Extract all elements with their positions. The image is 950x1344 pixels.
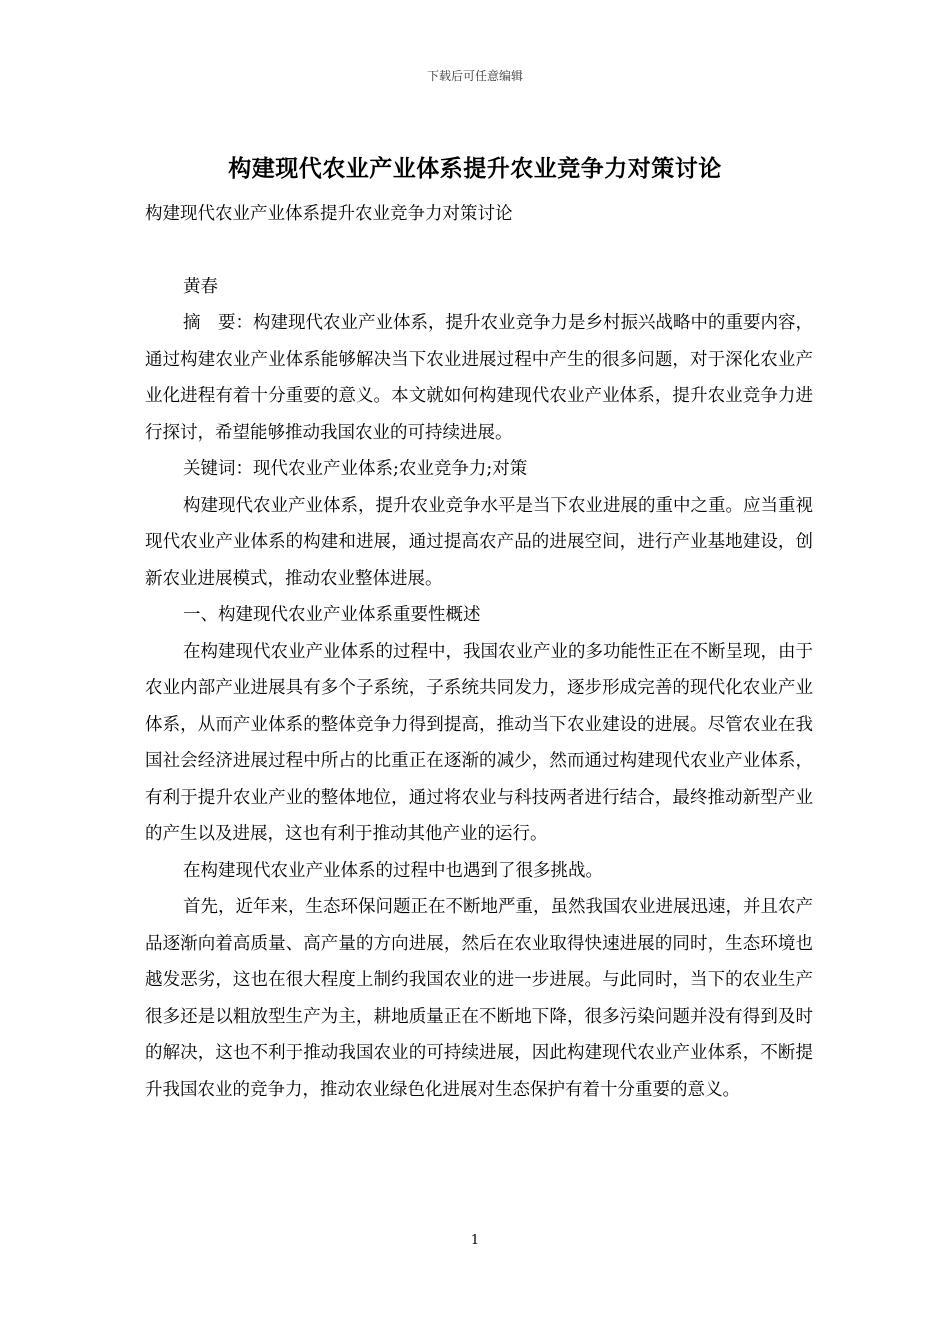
blank-line (145, 233, 813, 269)
section-heading: 一、构建现代农业产业体系重要性概述 (183, 605, 481, 625)
body-paragraph: 构建现代农业产业体系，提升农业竞争水平是当下农业进展的重中之重。应当重视现代农业产业体系的构建和进展，通过提高农产品的进展空间，进行产业基地建设，创新农业进展模式，推动农业整体进展。 (145, 495, 813, 589)
body-paragraph: 在构建现代农业产业体系的过程中也遇到了很多挑战。 (183, 860, 603, 881)
abstract-paragraph: 摘 要：构建现代农业产业体系，提升农业竞争力是乡村振兴战略中的重要内容，通过构建农业产业体系能够解决当下农业进展过程中产生的很多问题，对于深化农业产业化进程有着十分重要的意义。本文就如何构建现代农业产业体系，提升农业竞争力进行探讨，希望能够推动我国农业的可持续进展。 (145, 313, 813, 443)
body-paragraph: 在构建现代农业产业体系的过程中，我国农业产业的多功能性正在不断呈现，由于农业内部产业进展具有多个子系统，子系统共同发力，逐步形成完善的现代化农业产业体系，从而产业体系的整体竞争力得到提高，推动当下农业建设的进展。尽管农业在我国社会经济进展过程中所占的比重正在逐渐的减少，然而通过构建现代农业产业体系，有利于提升农业产业的整体地位，通过将农业与科技两者进行结合，最终推动新型产业的产生以及进展，这也有利于推动其他产业的运行。 (145, 641, 813, 844)
page-number: 1 (470, 1233, 480, 1248)
document-subtitle: 构建现代农业产业体系提升农业竞争力对策讨论 (145, 204, 513, 224)
author-name: 黄春 (183, 276, 218, 297)
document-body (145, 196, 813, 1108)
document-title: 构建现代农业产业体系提升农业竞争力对策讨论 (228, 155, 722, 182)
body-paragraph: 首先，近年来，生态环保问题正在不断地严重，虽然我国农业进展迅速，并且农产品逐渐向着高质量、高产量的方向进展，然后在农业取得快速进展的同时，生态环境也越发恶劣，这也在很大程度上制约我国农业的进一步进展。与此同时，当下的农业生产很多还是以粗放型生产为主，耕地质量正在不断地下降，很多污染问题并没有得到及时的解决，这也不利于推动我国农业的可持续进展，因此构建现代农业产业体系，不断提升我国农业的竞争力，推动农业绿色化进展对生态保护有着十分重要的意义。 (145, 897, 813, 1100)
header-note: 下载后可任意编辑 (426, 69, 523, 83)
keywords-line: 关键词：现代农业产业体系;农业竞争力;对策 (183, 459, 528, 479)
